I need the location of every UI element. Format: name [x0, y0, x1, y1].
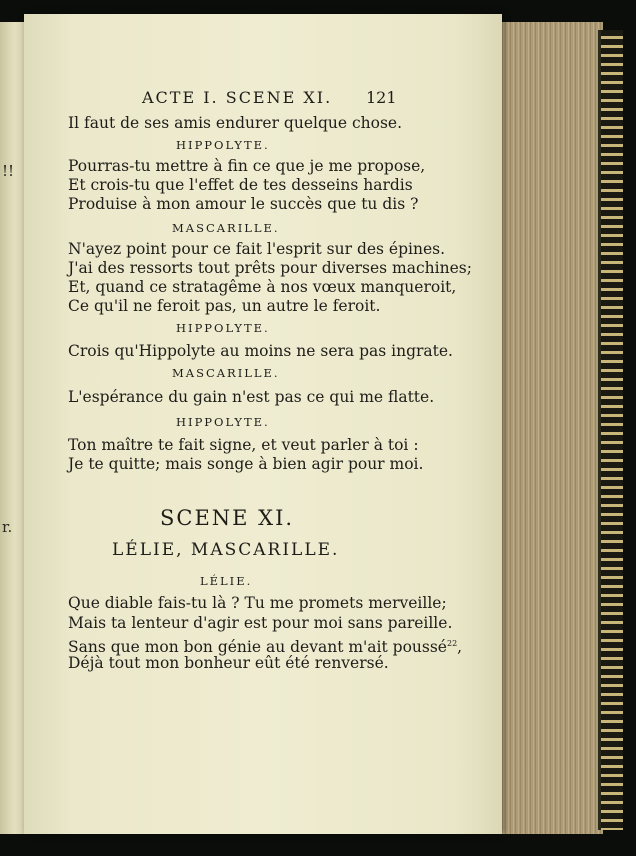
verse-line: Et, quand ce stratagême à nos vœux manqueroit, [68, 278, 457, 296]
verse-line: Produise à mon amour le succès que tu dis ? [68, 195, 419, 213]
verse-text: Sans que mon bon génie au devant m'ait poussé [68, 638, 447, 657]
verse-line: Pourras-tu mettre à fin ce que je me propose, [68, 157, 426, 175]
speaker-name: HIPPOLYTE. [176, 138, 270, 152]
verse-line: Mais ta lenteur d'agir est pour moi sans pareille. [68, 614, 453, 632]
book-spine [598, 30, 623, 830]
speaker-name: MASCARILLE. [172, 221, 280, 235]
verse-punctuation: , [457, 638, 463, 657]
scene-characters: LÉLIE, MASCARILLE. [112, 540, 340, 560]
scene-title: SCENE XI. [160, 506, 295, 530]
verse-line: Que diable fais-tu là ? Tu me promets merveille; [68, 594, 447, 612]
speaker-name: HIPPOLYTE. [176, 321, 270, 335]
verse-line: Il faut de ses amis endurer quelque chose. [68, 114, 402, 132]
verse-line: J'ai des ressorts tout prêts pour diverses machines; [68, 259, 472, 277]
left-page-edge [0, 22, 25, 834]
left-page-fragment: !! [2, 162, 15, 180]
speaker-name: MASCARILLE. [172, 366, 280, 380]
page-number: 121 [366, 88, 397, 107]
speaker-name: HIPPOLYTE. [176, 415, 270, 429]
verse-line: Déjà tout mon bonheur eût été renversé. [68, 654, 389, 672]
left-page-fragment: r. [2, 518, 13, 536]
running-title: ACTE I. SCENE XI. [142, 88, 333, 107]
verse-line: N'ayez point pour ce fait l'esprit sur des épines. [68, 240, 446, 258]
verse-line: Et crois-tu que l'effet de tes desseins hardis [68, 176, 413, 194]
verse-line: Ton maître te fait signe, et veut parler à toi : [68, 436, 419, 454]
footnote-marker: 22 [446, 639, 458, 648]
speaker-name: LÉLIE. [200, 574, 253, 588]
verse-line: L'espérance du gain n'est pas ce qui me flatte. [68, 388, 435, 406]
verse-line: Ce qu'il ne feroit pas, un autre le feroit. [68, 297, 381, 315]
page-block-edge [496, 22, 603, 834]
verse-line: Crois qu'Hippolyte au moins ne sera pas ingrate. [68, 342, 453, 360]
verse-line: Je te quitte; mais songe à bien agir pour moi. [68, 455, 424, 473]
